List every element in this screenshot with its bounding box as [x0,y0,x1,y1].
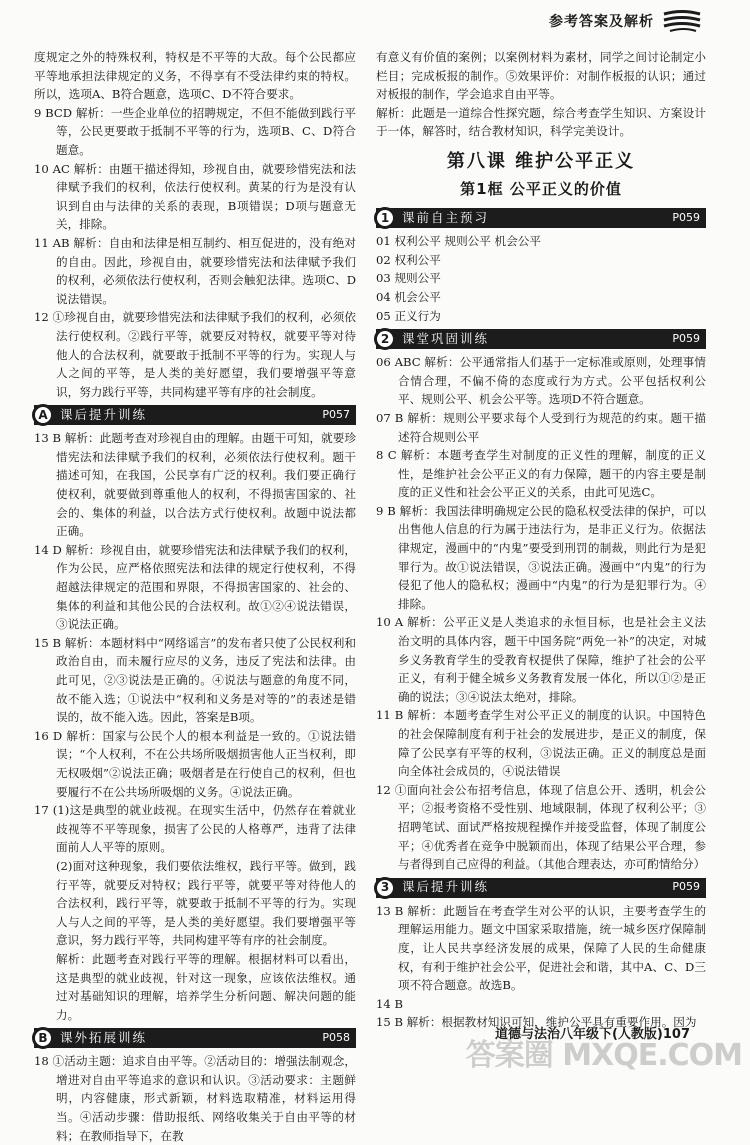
banner-preview [376,208,706,228]
watermark: 答案圈 MXQE.COM [465,1038,742,1073]
right-continuation: 有意义有价值的案例；以案例材料为素材，同学之间讨论制定小栏目；完成板报的制作。⑤效果评价：对制作板报的认识；通过对板报的制作，学会追求自由平等。 [376,50,706,102]
answer-q18-left: 18 ①活动主题：追求自由平等。②活动目的：增强法制观念，增进对自由平等追求的意识和认识。③活动要求：主题鲜明，内容健康，形式新颖，材料选取精准，材料运用得当。④活动步骤：借助报纸、网络收集关于自由平等的材料；在教师指导下，在教 [34,1054,356,1143]
banner-title: 课堂巩固训练 [402,330,490,346]
answer-q6-right: 06 ABC 解析：公平通常指人们基于一定标准或原则，处理事情合情合理，不偏不倚的态度或行为方式。公平包括权利公平、规则公平、机会公平等。选项D不符合题意。 [376,355,706,407]
banner-badge-icon: 2 [374,328,396,350]
answer-q7-right: 07 B 解析：规则公平要求每个人受到行为规范的约束。题干描述符合规则公平 [376,410,706,444]
answer-q11-right: 11 B 解析：本题考查学生对公平正义的制度的认识。中国特色的社会保障制度有利于社会的发展进步，是正义的制度，保障了公民享有平等的权利，③说法正确。正义的制度总是面向全体社会成员的，④说法错误 [376,708,706,779]
page-footer: 道德与法治八年级下(人教版)107 [494,1027,690,1042]
preview-item: 01 权利公平 规则公平 机会公平 [376,234,541,249]
preview-item: 02 权利公平 [376,252,441,267]
banner-after-class-left [34,405,356,425]
answer-q15-right: 15 B 解析：根据教材知识可知，维护公平具有重要作用。因为 [376,1015,697,1030]
answer-q12-left: 12 ①珍视自由，就要珍惜宪法和法律赋予我们的权利，必须依法行使权利。②践行平等，就要反对特权，就要平等对待他人的合法权利，就要敢于抵制不平等的行为。实现人与人之间的平等，是人类的美好愿望，我们要增强平等意识，努力践行平等，共同构建平等有序的社会制度。 [34,310,356,399]
answer-q11-left: 11 AB 解析：自由和法律是相互制约、相互促进的，没有绝对的自由。因此，珍视自由，就要珍惜宪法和法律赋予我们的权利，必须依法行使权利，否则会触犯法律。选项C、D说法错误。 [34,235,356,306]
banner-title: 课外拓展训练 [60,1029,148,1045]
right-column [376,48,706,1032]
left-column [34,48,356,1145]
banner-classroom [376,329,706,349]
answer-q13-left: 13 B 解析：此题考查对珍视自由的理解。由题干可知，就要珍惜宪法和法律赋予我们的权利，必须依法行使权利。题干描述可知，在我国，公民享有广泛的权利。我们要正确行使权利，就要做到尊重他人的权利，不得损害国家的、社会的、集体的利益，以合法方式行使权利。故题中说法都正确。 [34,431,356,539]
answer-q16-left: 16 D 解析：国家与公民个人的根本利益是一致的。①说法错误；“个人权利，不在公共场所吸烟损害他人正当权利，即无权吸烟”②说法正确；吸烟者是在行使自己的权利，但也要履行不在公共场所吸烟的义务。④说法正确。 [34,728,356,799]
banner-page: P058 [322,1030,350,1044]
page-header [549,6,702,36]
banner-badge-icon: B [32,1027,54,1049]
banner-title: 课后提升训练 [60,406,148,422]
banner-page: P059 [672,880,700,894]
stripes-logo-icon [662,9,702,33]
answer-q9-left: 9 BCD 解析：一些企业单位的招聘规定，不但不能做到践行平等，公民更要敢于抵制不平等的行为，选项B、C、D符合题意。 [34,105,356,157]
preview-item: 03 规则公平 [376,271,441,286]
banner-after-class-right [376,878,706,898]
banner-title: 课后提升训练 [402,879,490,895]
banner-extension-left [34,1028,356,1048]
banner-badge-icon: 1 [374,207,396,229]
answer-q17-left: 17 (1)这是典型的就业歧视。在现实生活中，仍然存在着就业歧视等不平等现象，损害了公民的人格尊严，违背了法律面前人人平等的原则。 (2)面对这种现象，我们要依法维权，践行平等。做到，践行平等，就要反对特权；践行平等，就要平等对待他人的合法权利，践行平等，就要敢于抵制不平等的行为。实现人与人之间的平等，是人类的美好愿望。我们要增强平等意识，努力践行平等，共同构建平等有序的社会制度。 解析：此题考查对践行平等的理解。根据材料可以看出，这是典型的就业歧视，针对这一现象，应该依法维权。通过对基础知识的理解，培养学生分析问题、解决问题的能力。 [34,803,356,1022]
banner-page: P057 [322,407,350,421]
banner-page: P059 [672,331,700,345]
answer-q9-right: 9 B 解析：我国法律明确规定公民的隐私权受法律的保护，可以出售他人信息的行为属于违法行为，是非正义行为。依据法律规定，漫画中的“内鬼”要受到刑罚的制裁，则此行为是犯罪行为。故①说法错误，③说法正确。漫画中“内鬼”的行为侵犯了他人的隐私权；漫画中“内鬼”的行为是犯罪行为。④排除。 [376,503,706,611]
left-continuation: 度规定之外的特殊权利，特权是不平等的大敌。每个公民都应平等地承担法律规定的义务，不得享有不受法律约束的特权。所以，选项A、B符合题意，选项C、D不符合要求。 [34,50,356,102]
answer-q14-left: 14 D 解析：珍视自由，就要珍惜宪法和法律赋予我们的权利，作为公民，应严格依照宪法和法律的规定行使权利，不得超越法律规定的范围和界限，不得损害国家的、社会的、集体的利益和其他公民的合法权利。故①②④说法错误，③说法正确。 [34,542,356,632]
section-title: 第1框 公平正义的价值 [460,179,622,198]
preview-item: 05 正义行为 [376,308,441,323]
answer-q12-right: 12 ①面向社会公布招考信息，体现了信息公开、透明，机会公平；②报考资格不受性别、地域限制，体现了权利公平；③招聘笔试、面试严格按规程操作并接受监督，体现了制度公平；④优秀者在竞争中脱颖而出，体现了结果公平合理，参与者得到自己应得的利益。（其他合理表达，亦可酌情给分） [376,782,706,872]
answer-q10-left: 10 AC 解析：由题干描述得知，珍视自由，就要珍惜宪法和法律赋予我们的权利，依法行使权利。黄某的行为是没有认识到自由与法律的关系的表现，B项错误；D项与题意无关，排除。 [34,161,356,232]
answer-q13-right: 13 B 解析：此题旨在考查学生对公平的认识，主要考查学生的理解运用能力。题文中国家采取措施，统一城乡医疗保障制度，让人民共享经济发展的成果，保障了人民的生命健康权，有利于维护社会公平，促进社会和谐，其中A、C、D三项不符合题意。故选B。 [376,903,706,993]
header-title: 参考答案及解析 [549,14,654,30]
right-analysis: 解析：此题是一道综合性探究题，综合考查学生知识、方案设计于一体，解答时，结合教材知识，科学完美设计。 [376,105,706,139]
banner-page: P059 [672,210,700,224]
lesson-title: 第八课 维护公平正义 [446,150,636,172]
answer-q8-right: 8 C 解析：本题考查学生对制度的正义性的理解，制度的正义性，是维护社会公平正义的有力保障，题干的内容主要是制度的正义性和社会公平正义的关系，由此可见选C。 [376,448,706,500]
banner-badge-icon: A [32,404,54,426]
answer-q10-right: 10 A 解析：公平正义是人类追求的永恒目标，也是社会主义法治文明的具体内容，题干中国务院“两免一补”的决定，对城乡义务教育学生的受教育权提供了保障，维护了社会的公平正义，有利于健全城乡义务教育发展一体化，所以①②是正确的说法；③④说法太绝对，排除。 [376,615,706,704]
banner-title: 课前自主预习 [402,209,490,225]
preview-item: 04 机会公平 [376,289,441,304]
banner-badge-icon: 3 [374,877,396,899]
answer-q15-left: 15 B 解析：本题材料中“网络谣言”的发布者只使了公民权利和政治自由，而未履行应尽的义务，违反了宪法和法律。由此可见，②③说法是正确的。④说法与题意的角度不同，故不能入选；①说法中“权利和义务是对等的”的表述是错误的，故不能入选。因此，答案是B项。 [34,635,356,725]
answer-q14-right: 14 B [376,996,403,1011]
